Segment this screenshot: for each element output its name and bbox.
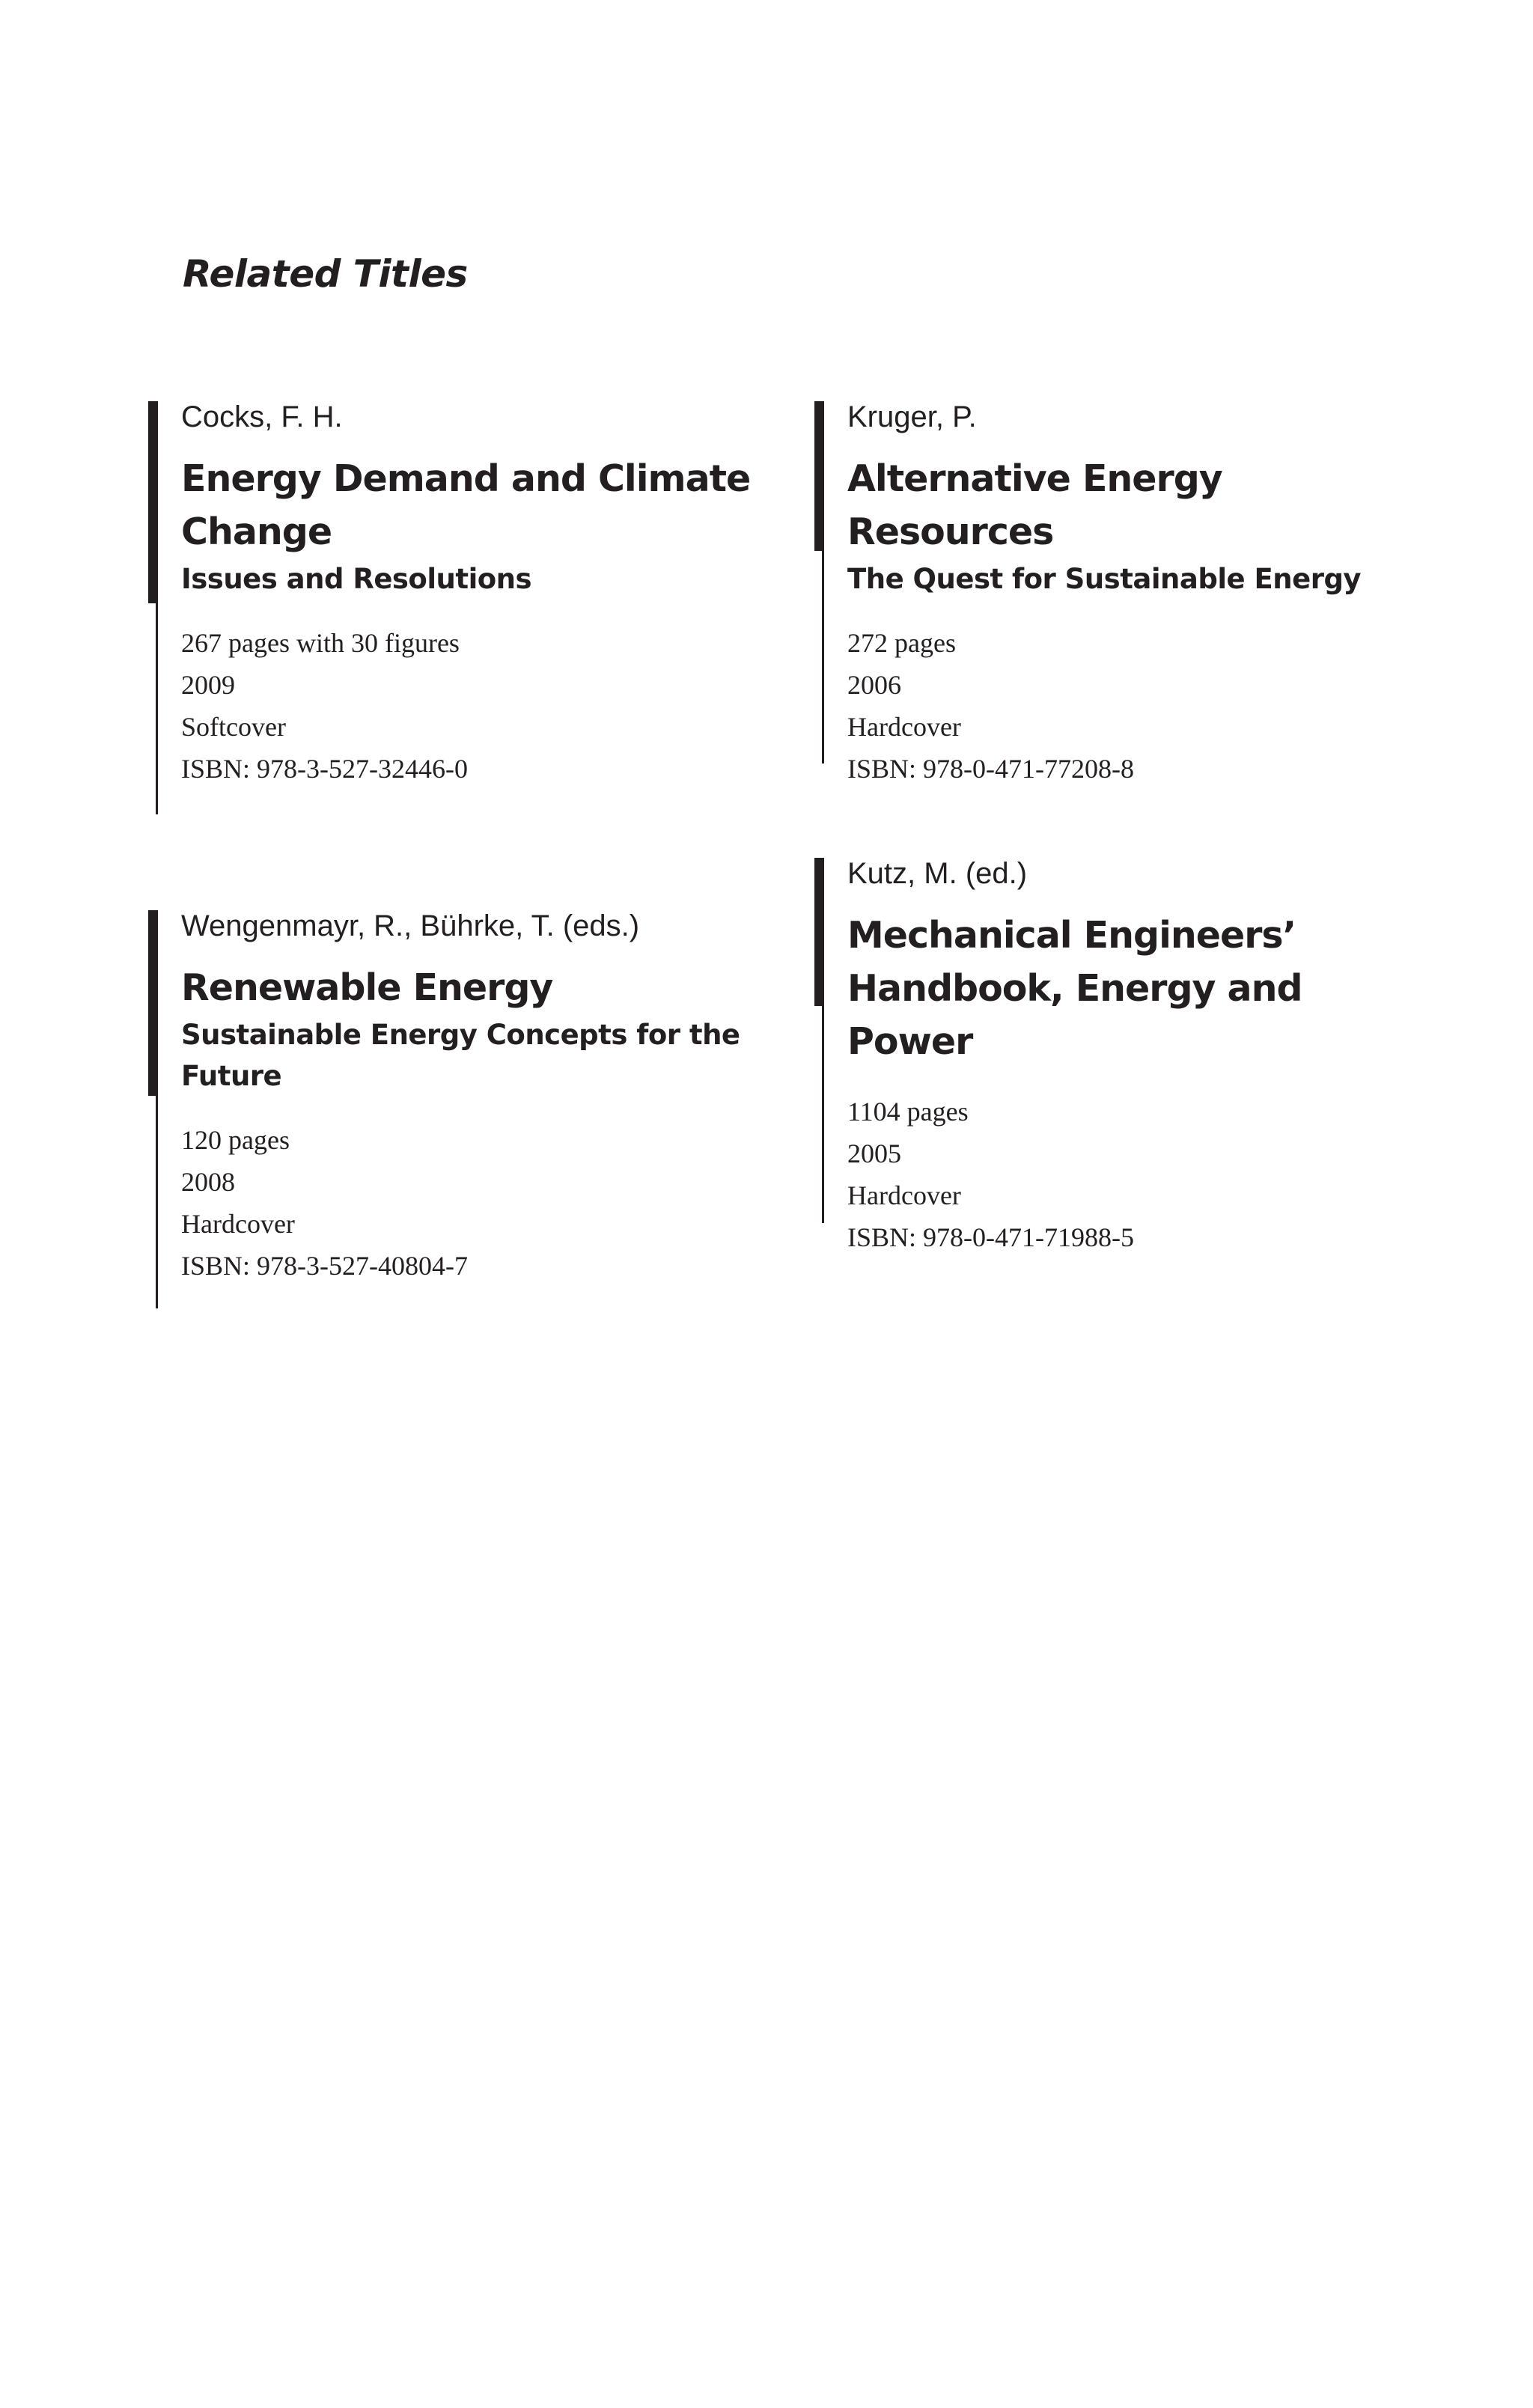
book-entry [847, 398, 1431, 790]
book-details [181, 622, 765, 790]
book-binding: Softcover [181, 712, 286, 742]
book-details [181, 1119, 765, 1287]
book-year: 2005 [847, 1139, 901, 1168]
book-entry [847, 855, 1431, 1258]
rule-line [156, 401, 158, 814]
book-entry [181, 907, 765, 1287]
book-subtitle [847, 558, 1431, 600]
book-subtitle-line: Future [181, 1060, 282, 1092]
book-author: Kutz, M. (ed.) [847, 857, 1028, 890]
book-entry [181, 398, 765, 790]
book-title-line: Energy Demand and Climate [181, 457, 751, 500]
book-pages: 267 pages with 30 figures [181, 628, 460, 658]
book-details [847, 1091, 1431, 1258]
book-year: 2009 [181, 670, 235, 700]
book-isbn: ISBN: 978-3-527-32446-0 [181, 754, 468, 784]
book-author: Wengenmayr, R., Bührke, T. (eds.) [181, 909, 640, 942]
book-pages: 272 pages [847, 628, 956, 658]
book-binding: Hardcover [847, 1180, 961, 1210]
rule-line [822, 401, 824, 763]
book-isbn: ISBN: 978-0-471-71988-5 [847, 1222, 1134, 1252]
rule-line [156, 910, 158, 1308]
book-binding: Hardcover [181, 1209, 295, 1239]
page-heading: Related Titles [183, 252, 468, 296]
book-subtitle [181, 1014, 765, 1097]
book-title-line: Mechanical Engineers’ [847, 914, 1296, 957]
book-pages: 120 pages [181, 1125, 290, 1155]
book-year: 2008 [181, 1167, 235, 1197]
book-details [847, 622, 1431, 790]
book-subtitle-line: Issues and Resolutions [181, 563, 532, 595]
book-author: Cocks, F. H. [181, 400, 343, 433]
book-title-line: Renewable Energy [181, 966, 553, 1009]
book-title [847, 909, 1431, 1068]
rule-line [822, 858, 824, 1223]
book-subtitle-line: The Quest for Sustainable Energy [847, 563, 1362, 595]
book-title [181, 961, 765, 1014]
book-subtitle-line: Sustainable Energy Concepts for the [181, 1019, 740, 1051]
book-title-line: Change [181, 510, 332, 553]
book-title [181, 452, 765, 558]
book-author: Kruger, P. [847, 400, 977, 433]
book-binding: Hardcover [847, 712, 961, 742]
book-subtitle [181, 558, 765, 600]
book-year: 2006 [847, 670, 901, 700]
book-isbn: ISBN: 978-3-527-40804-7 [181, 1251, 468, 1281]
book-title-line: Handbook, Energy and Power [847, 967, 1302, 1063]
book-isbn: ISBN: 978-0-471-77208-8 [847, 754, 1134, 784]
book-pages: 1104 pages [847, 1097, 969, 1127]
book-title-line: Alternative Energy Resources [847, 457, 1222, 553]
book-title [847, 452, 1431, 558]
